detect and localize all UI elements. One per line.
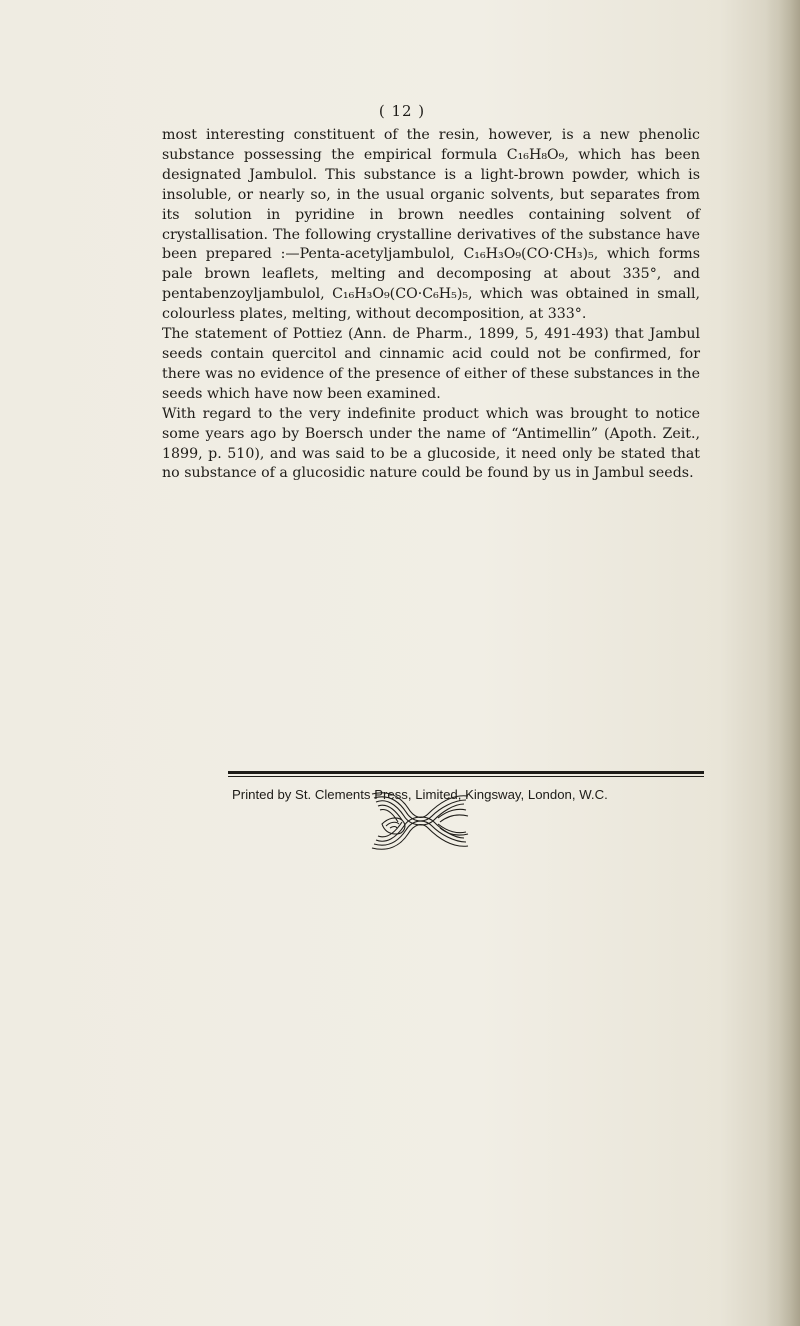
paragraph-jambulol: most interesting constituent of the resin, however, is a new phenolic substance possessing the empirical formula C₁₆H₈O₉, which has been designated Jambulol. This substance is a light-brown powder, which is insoluble, or nearly so, in the usual organic solvents, but separates from its solution in pyridine in brown needles containing solvent of crystallisation. The following crystalline derivatives of the substance have been prepared :—Penta-acetyljambulol, C₁₆H₃O₉(CO·CH₃)₅, which forms pale brown leaflets, melting and decomposing at about 335°, and pentabenzoyljambulol, C₁₆H₃O₉(CO·C₆H₅)₅, which was obtained in small, colourless plates, melting, without decomposition, at 333°. [162, 127, 700, 323]
paragraph-antimellin: With regard to the very indefinite product which was brought to notice some years ago by Boersch under the name of “Antimellin” (Apoth. Zeit., 1899, p. 510), and was said to be a glucoside, it need only be stated that no substance of a glucosidic nature could be found by us in Jambul seeds. [162, 405, 700, 482]
footer-rule [228, 771, 704, 774]
page-number: ( 12 ) [378, 102, 426, 120]
footer-rule-thin [228, 776, 704, 777]
body-text [162, 126, 700, 484]
paragraph-pottiez: The statement of Pottiez (Ann. de Pharm., 1899, 5, 491-493) that Jambul seeds contain quercitol and cinnamic acid could not be confirmed, for there was no evidence of the presence of either of these substances in the seeds which have now been examined. [162, 326, 700, 402]
page-binding-shadow [766, 0, 800, 1326]
printer-imprint: Printed by St. Clements Press, Limited, Kingsway, London, W.C. [232, 787, 608, 802]
